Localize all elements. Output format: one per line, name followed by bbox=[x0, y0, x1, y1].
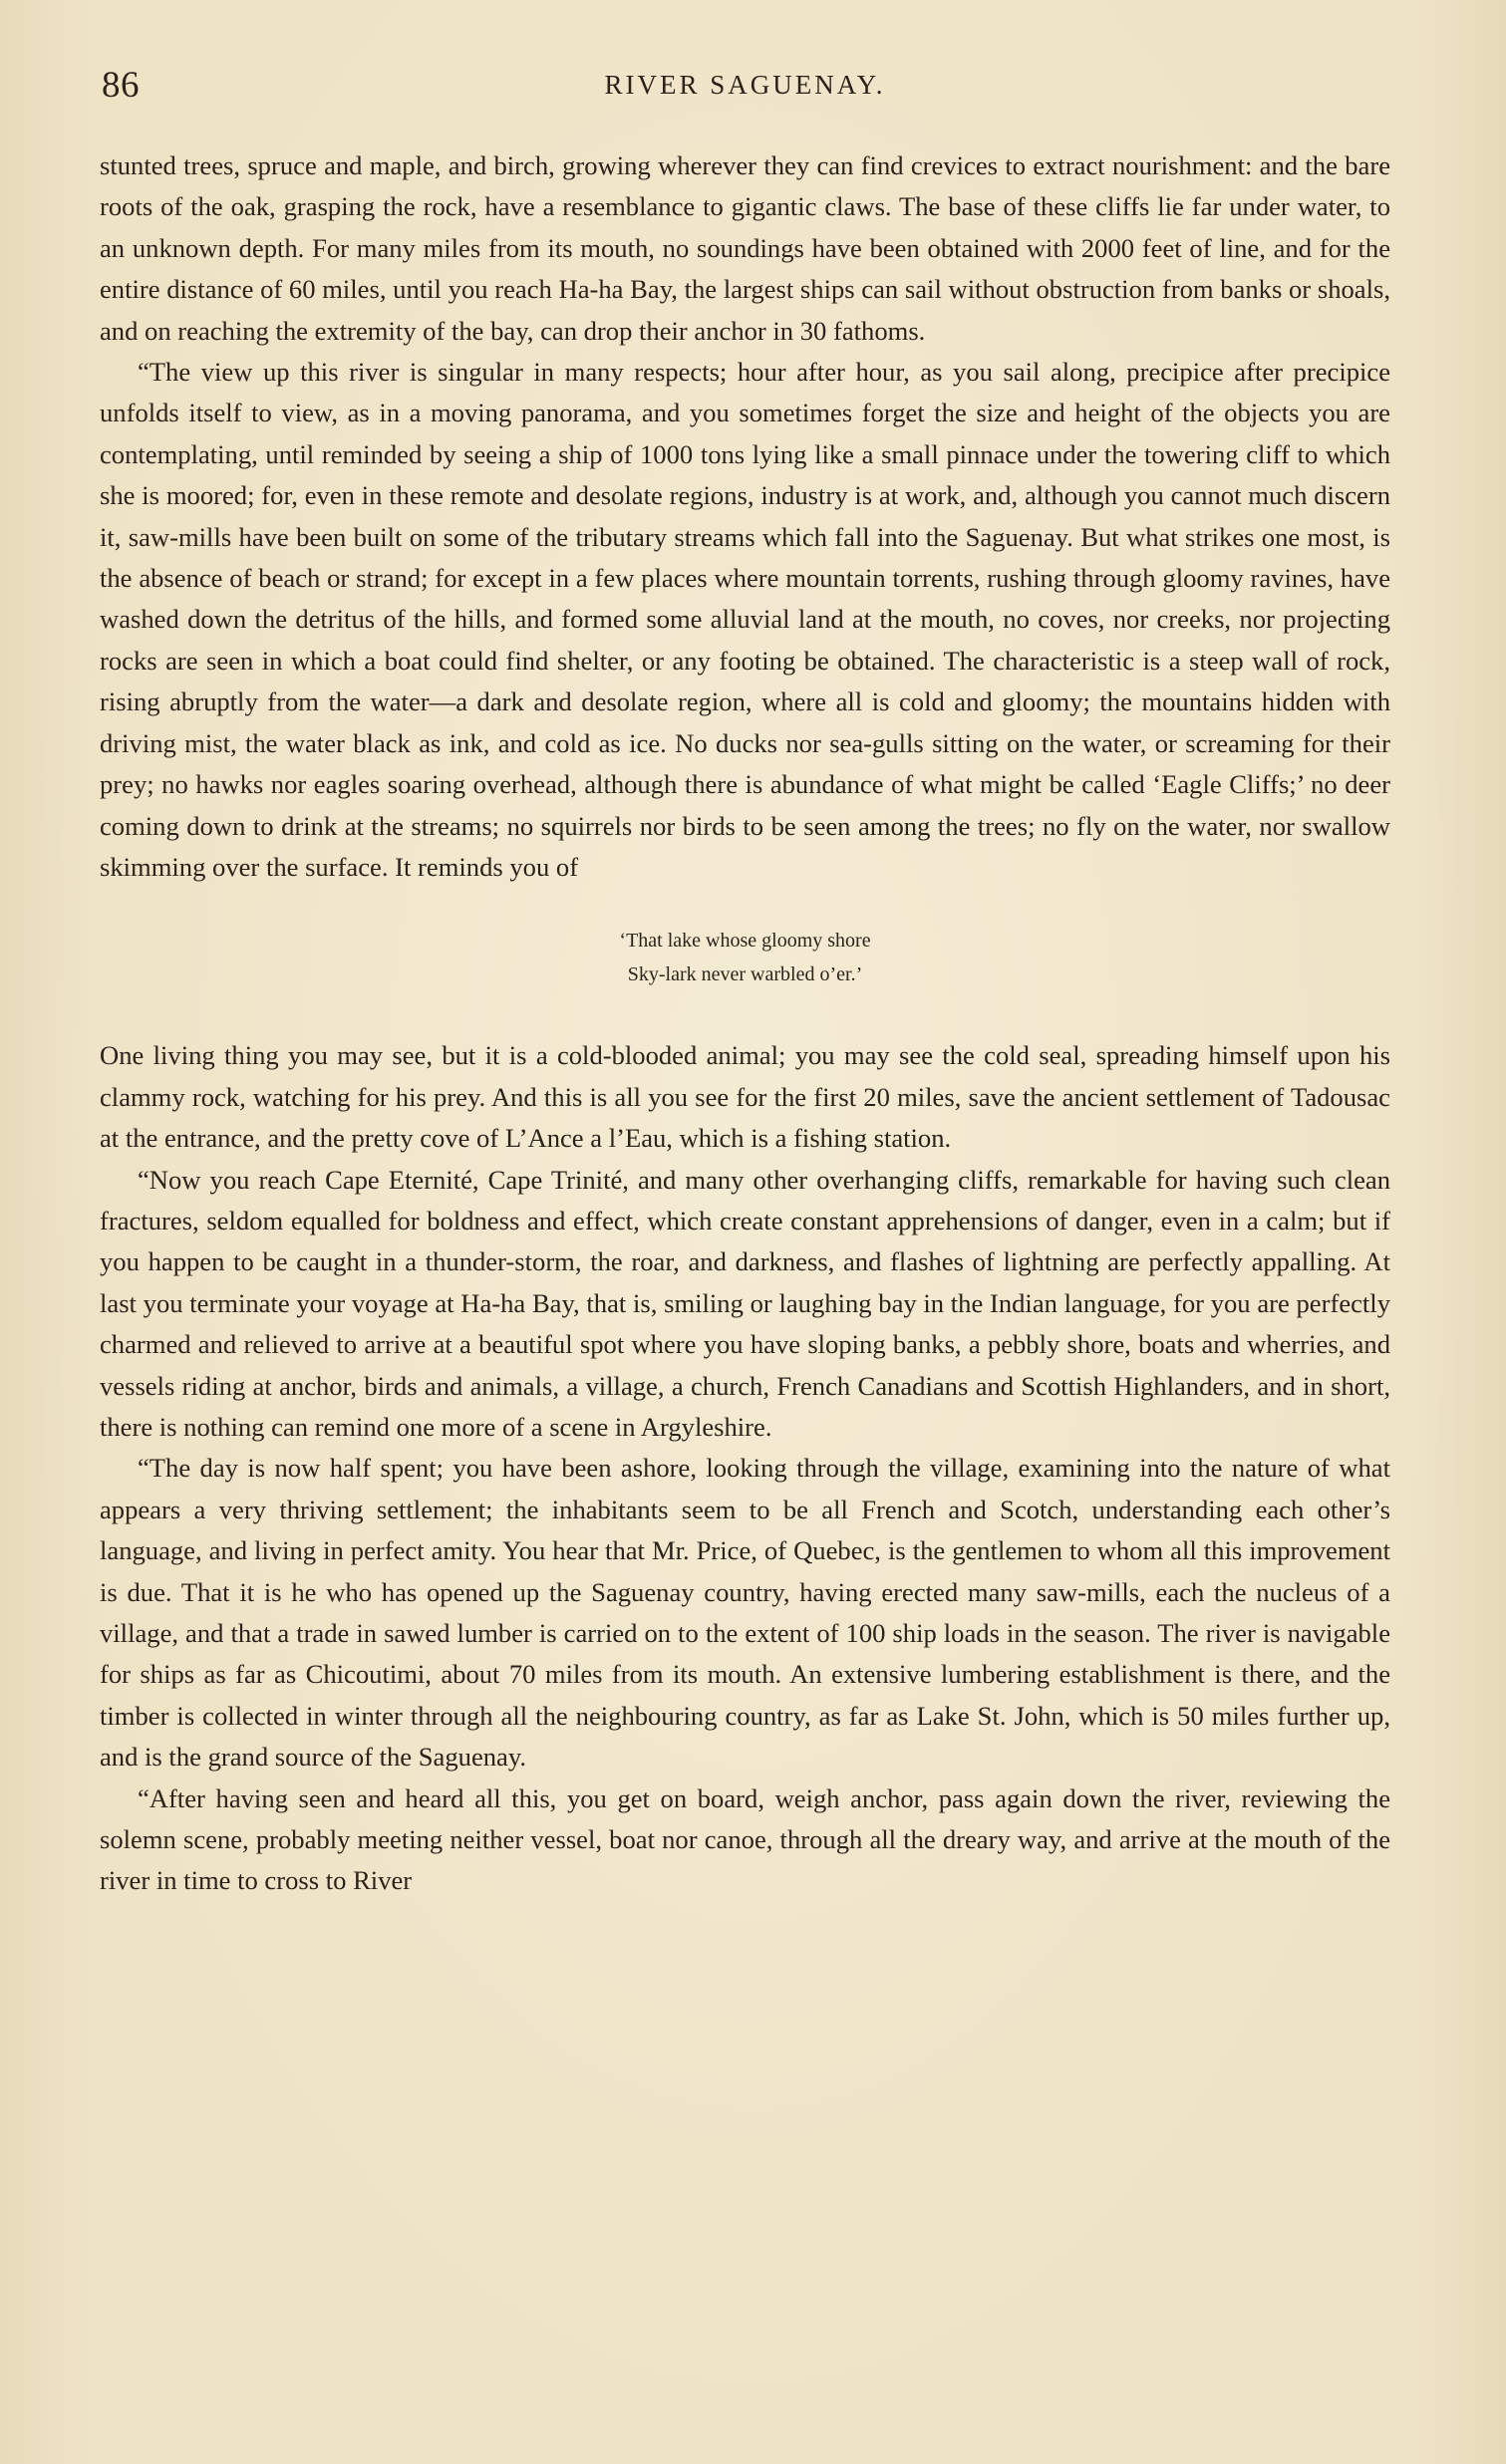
paragraph-2: “The view up this river is singular in many respects; hour after hour, as you sail along, precipice after precipice unfolds itself to view, as in a moving panorama, and you sometimes forget the size and height of the objects you are contemplating, until reminded by seeing a ship of 1000 tons lying like a small pinnace under the towering cliff to which she is moored; for, even in these remote and desolate regions, industry is at work, and, although you cannot much discern it, saw-mills have been built on some of the tributary streams which fall into the Saguenay. But what strikes one most, is the absence of beach or strand; for except in a few places where mountain torrents, rushing through gloomy ravines, have washed down the detritus of the hills, and formed some alluvial land at the mouth, no coves, nor creeks, nor projecting rocks are seen in which a boat could find shelter, or any footing be obtained. The characteristic is a steep wall of rock, rising abruptly from the water—a dark and desolate region, where all is cold and gloomy; the mountains hidden with driving mist, the water black as ink, and cold as ice. No ducks nor sea-gulls sitting on the water, or screaming for their prey; no hawks nor eagles soaring overhead, although there is abundance of what might be called ‘Eagle Cliffs;’ no deer coming down to drink at the streams; no squirrels nor birds to be seen among the trees; no fly on the water, nor swallow skimming over the surface. It reminds you of bbox=[100, 357, 1390, 882]
paragraph-1: stunted trees, spruce and maple, and birch, growing wherever they can find crevices to extract nourishment: and the bare roots of the oak, grasping the rock, have a resemblance to gigantic claws. The base of these cliffs lie far under water, to an unknown depth. For many miles from its mouth, no soundings have been obtained with 2000 feet of line, and for the entire distance of 60 miles, until you reach Ha-ha Bay, the largest ships can sail without obstruction from banks or shoals, and on reaching the extremity of the bay, can drop their anchor in 30 fathoms. bbox=[100, 150, 1390, 346]
body-text bbox=[100, 145, 1390, 1902]
verse-line-1: ‘That lake whose gloomy shore bbox=[619, 930, 871, 953]
page-header bbox=[100, 58, 1390, 118]
page-number: 86 bbox=[102, 65, 140, 106]
running-head: RIVER SAGUENAY. bbox=[604, 70, 886, 100]
paragraph-6: “After having seen and heard all this, you get on board, weigh anchor, pass again down the river, reviewing the solemn scene, probably meeting neither vessel, boat nor canoe, through all the dreary way, and arrive at the mouth of the river in time to cross to River bbox=[100, 1782, 1390, 1896]
paragraph-4: “Now you reach Cape Eternité, Cape Trinité, and many other overhanging cliffs, remarkable for having such clean fractures, seldom equalled for boldness and effect, which create constant apprehensions of danger, even in a calm; but if you happen to be caught in a thunder-storm, the roar, and darkness, and flashes of lightning are perfectly appalling. At last you terminate your voyage at Ha-ha Bay, that is, smiling or laughing bay in the Indian language, for you are perfectly charmed and relieved to arrive at a beautiful spot where you have sloping banks, a pebbly shore, boats and wherries, and vessels riding at anchor, birds and animals, a village, a church, French Canadians and Scottish Highlanders, and in short, there is nothing can remind one more of a scene in Argyleshire. bbox=[100, 1164, 1390, 1442]
verse-quote bbox=[100, 924, 1390, 991]
paragraph-3: One living thing you may see, but it is a cold-blooded animal; you may see the cold seal, spreading himself upon his clammy rock, watching for his prey. And this is all you see for the first 20 miles, save the ancient settlement of Tadousac at the entrance, and the pretty cove of L’Ance a l’Eau, which is a fishing station. bbox=[100, 1040, 1390, 1154]
paragraph-5: “The day is now half spent; you have been ashore, looking through the village, examining into the nature of what appears a very thriving settlement; the inhabitants seem to be all French and Scotch, understanding each other’s language, and living in perfect amity. You hear that Mr. Price, of Quebec, is the gentlemen to whom all this improvement is due. That it is he who has opened up the Saguenay country, having erected many saw-mills, each the nucleus of a village, and that a trade in sawed lumber is carried on to the extent of 100 ship loads in the season. The river is navigable for ships as far as Chicoutimi, about 70 miles from its mouth. An extensive lumbering establishment is there, and the timber is collected in winter through all the neighbouring country, as far as Lake St. John, which is 50 miles further up, and is the grand source of the Saguenay. bbox=[100, 1453, 1390, 1773]
verse-line-2: Sky-lark never warbled o’er.’ bbox=[627, 963, 863, 986]
